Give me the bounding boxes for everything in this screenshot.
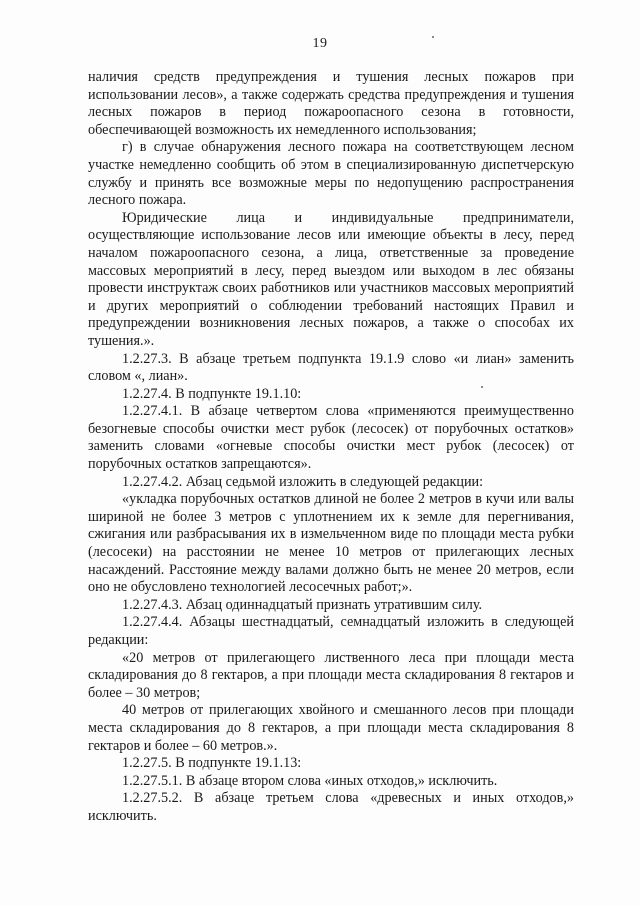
paragraph: 1.2.27.4. В подпункте 19.1.10:	[122, 385, 302, 402]
paragraph: Юридические лица и индивидуальные предприниматели, осуществляющие использование лесов или имеющие объекты в лесу, перед началом пожароопасного сезона, а лица, ответственные за проведение массовых мероприятий в лесу, перед выездом или выходом в лес обязаны провести инструктаж своих работников или участников массовых мероприятий и других мероприятий о соблюдении требований настоящих Правил и предупреждении возникновения лесных пожаров, а также о способах их тушения.».	[88, 209, 574, 349]
paragraph: г) в случае обнаружения лесного пожара на соответствующем лесном участке немедленно сообщить об этом в специализированную диспетчерскую службу и принять все возможные меры по недопущению распространения лесного пожара.	[88, 139, 574, 209]
paragraph: 1.2.27.5. В подпункте 19.1.13:	[122, 755, 302, 772]
paragraph: «20 метров от прилегающего лиственного леса при площади места складирования до 8 гектаров, а при площади места складирования 8 гектаров и более – 30 метров;	[88, 649, 574, 701]
document-body	[88, 69, 574, 826]
scan-speck	[432, 36, 434, 38]
paragraph: 1.2.27.4.1. В абзаце четвертом слова «применяются преимущественно безогневые способы очистки мест рубок (лесосек) от порубочных остатков» заменить словами «огневые способы очистки мест рубок (лесосек) от порубочных остатков запрещаются».	[88, 403, 574, 473]
paragraph: 40 метров от прилегающих хвойного и смешанного лесов при площади места складирования до 8 гектаров, а при площади места складирования 8 гектаров и более – 60 метров.».	[88, 702, 574, 754]
paragraph: 1.2.27.5.2. В абзаце третьем слова «древесных и иных отходов,» исключить.	[88, 790, 574, 824]
paragraph: наличия средств предупреждения и тушения лесных пожаров при использовании лесов», а также содержать средства предупреждения и тушения лесных пожаров в период пожароопасного сезона в готовности, обеспечивающей возможность их немедленного использования;	[88, 69, 574, 138]
paragraph: 1.2.27.4.2. Абзац седьмой изложить в следующей редакции:	[122, 473, 484, 490]
page-number: 19	[312, 36, 328, 51]
paragraph: 1.2.27.4.3. Абзац одиннадцатый признать утратившим силу.	[122, 596, 483, 613]
paragraph: «укладка порубочных остатков длиной не более 2 метров в кучи или валы шириной не более 3 метров с уплотнением их к земле для перегнивания, сжигания или разбрасывания их в измельченном виде по площади места рубки (лесосеки) на расстоянии не менее 10 метров от прилегающих лесных насаждений. Расстояние между валами должно быть не менее 20 метров, если оно не обусловлено технологией лесосечных работ;».	[88, 491, 574, 596]
paragraph: 1.2.27.5.1. В абзаце втором слова «иных отходов,» исключить.	[122, 772, 498, 789]
paragraph: 1.2.27.4.4. Абзацы шестнадцатый, семнадцатый изложить в следующей редакции:	[88, 614, 574, 648]
scan-speck	[481, 386, 483, 388]
paragraph: 1.2.27.3. В абзаце третьем подпункта 19.1.9 слово «и лиан» заменить словом «, лиан».	[88, 350, 574, 385]
